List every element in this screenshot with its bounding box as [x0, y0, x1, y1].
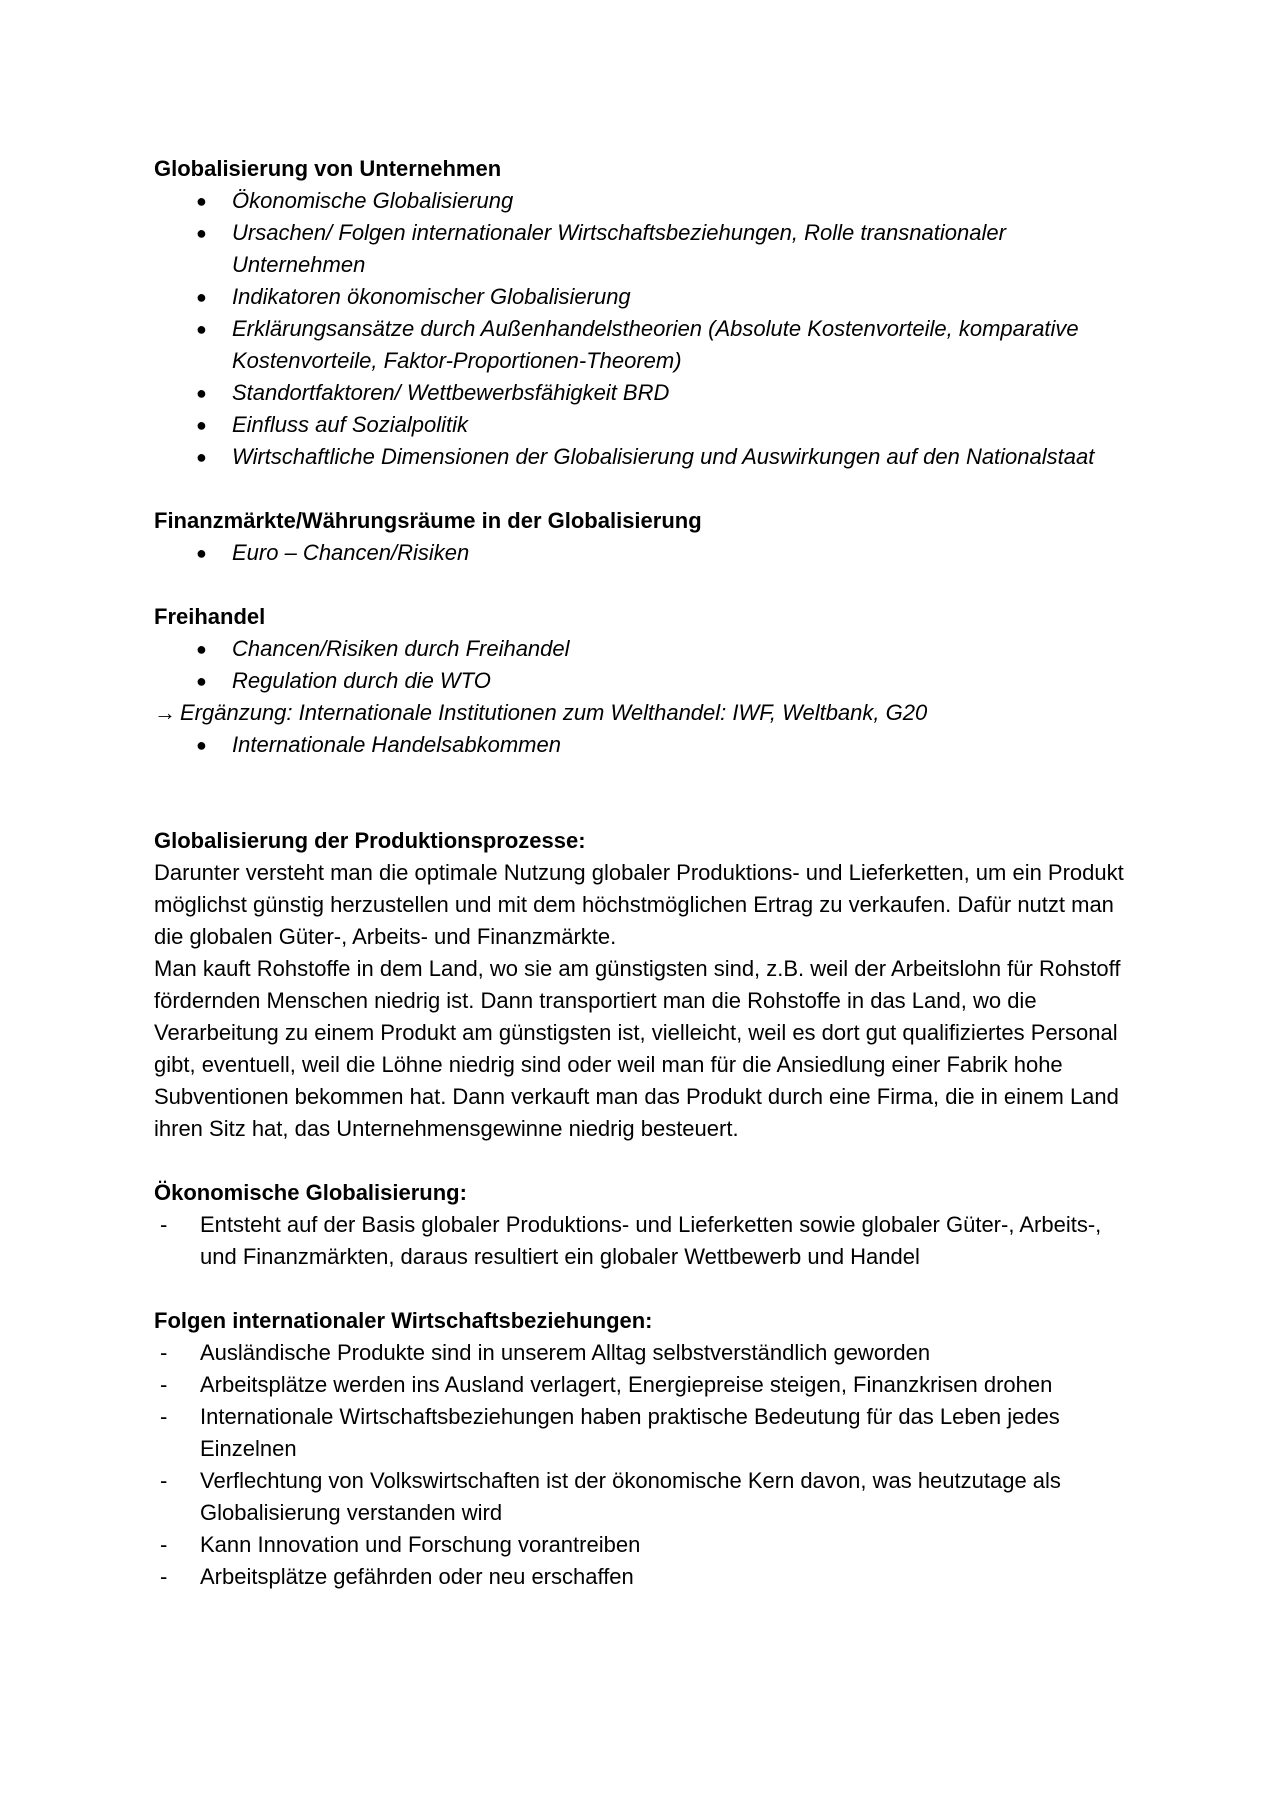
bullet-icon: ●: [196, 735, 207, 755]
dash-icon: -: [160, 1468, 168, 1493]
bullet-icon: ●: [196, 287, 207, 307]
list-item: - Arbeitsplätze gefährden oder neu erschaffen: [154, 1561, 1144, 1593]
paragraph: Darunter versteht man die optimale Nutzung globaler Produktions- und Lieferketten, um ein Produkt möglichst günstig herzustellen und mit dem höchstmöglichen Ertrag zu verkaufen. Dafür nutzt man die globalen Güter-, Arbeits- und Finanzmärkte.: [154, 860, 1124, 949]
list-item: ● Euro – Chancen/Risiken: [154, 537, 1144, 569]
arrow-right-icon: →: [154, 700, 176, 725]
dash-icon: -: [160, 1532, 168, 1557]
list-item: ● Chancen/Risiken durch Freihandel: [154, 633, 1144, 665]
list-item: - Verflechtung von Volkswirtschaften ist der ökonomische Kern davon, was heutzutage als Globalisierung verstanden wird: [154, 1465, 1144, 1529]
list-item: - Ausländische Produkte sind in unserem Alltag selbstverständlich geworden: [154, 1337, 1144, 1369]
bullet-icon: ●: [196, 383, 207, 403]
list-item: ● Einfluss auf Sozialpolitik: [154, 409, 1144, 441]
bullet-icon: ●: [196, 415, 207, 435]
dash-list-folgen: [154, 1337, 1144, 1593]
bullet-list-freihandel: [154, 633, 1144, 697]
list-item: - Entsteht auf der Basis globaler Produktions- und Lieferketten sowie globaler Güter-, Arbeits-, und Finanzmärkten, daraus resultiert ein globaler Wettbewerb und Handel: [154, 1209, 1144, 1273]
bullet-icon: ●: [196, 447, 207, 467]
dash-icon: -: [160, 1372, 168, 1397]
bullet-icon: ●: [196, 191, 207, 211]
list-item: ● Ursachen/ Folgen internationaler Wirtschaftsbeziehungen, Rolle transnationaler Unternehmen: [154, 217, 1144, 281]
list-item: ● Regulation durch die WTO: [154, 665, 1144, 697]
section-heading-finanzmaerkte: Finanzmärkte/Währungsräume in der Globalisierung: [154, 508, 702, 533]
bullet-icon: ●: [196, 223, 207, 243]
section-heading-oekonomische-globalisierung: Ökonomische Globalisierung:: [154, 1180, 467, 1205]
list-item: ● Ökonomische Globalisierung: [154, 185, 1144, 217]
bullet-icon: ●: [196, 671, 207, 691]
dash-list-oekonomisch: [154, 1209, 1144, 1273]
dash-icon: -: [160, 1340, 168, 1365]
section-heading-produktionsprozesse: Globalisierung der Produktionsprozesse:: [154, 828, 586, 853]
list-item: - Internationale Wirtschaftsbeziehungen haben praktische Bedeutung für das Leben jedes Einzelnen: [154, 1401, 1144, 1465]
bullet-list-freihandel-after: [154, 729, 1144, 761]
section-heading-folgen: Folgen internationaler Wirtschaftsbeziehungen:: [154, 1308, 653, 1333]
bullet-list-finanzmaerkte: [154, 537, 1144, 569]
section-heading-freihandel: Freihandel: [154, 604, 266, 629]
paragraph-block: [154, 857, 1144, 1145]
list-item: ● Wirtschaftliche Dimensionen der Globalisierung und Auswirkungen auf den Nationalstaat: [154, 441, 1144, 473]
dash-icon: -: [160, 1212, 168, 1237]
document-page: [154, 153, 1144, 1593]
list-item: ● Erklärungsansätze durch Außenhandelstheorien (Absolute Kostenvorteile, komparative Kostenvorteile, Faktor-Proportionen-Theorem): [154, 313, 1144, 377]
list-item: - Arbeitsplätze werden ins Ausland verlagert, Energiepreise steigen, Finanzkrisen drohen: [154, 1369, 1144, 1401]
list-item: - Kann Innovation und Forschung vorantreiben: [154, 1529, 1144, 1561]
bullet-icon: ●: [196, 319, 207, 339]
supplement-note: → Ergänzung: Internationale Institutionen zum Welthandel: IWF, Weltbank, G20: [154, 700, 928, 725]
dash-icon: -: [160, 1404, 168, 1429]
list-item: ● Indikatoren ökonomischer Globalisierung: [154, 281, 1144, 313]
bullet-icon: ●: [196, 543, 207, 563]
list-item: ● Standortfaktoren/ Wettbewerbsfähigkeit BRD: [154, 377, 1144, 409]
bullet-icon: ●: [196, 639, 207, 659]
section-heading-globalisierung-unternehmen: Globalisierung von Unternehmen: [154, 156, 502, 181]
list-item: ● Internationale Handelsabkommen: [154, 729, 1144, 761]
dash-icon: -: [160, 1564, 168, 1589]
paragraph: Man kauft Rohstoffe in dem Land, wo sie am günstigsten sind, z.B. weil der Arbeitslohn für Rohstoff fördernden Menschen niedrig ist. Dann transportiert man die Rohstoffe in das Land, wo die Verarbeitung zu einem Produkt am günstigsten ist, vielleicht, weil es dort gut qualifiziertes Personal gibt, eventuell, weil die Löhne niedrig sind oder weil man für die Ansiedlung einer Fabrik hohe Subventionen bekommen hat. Dann verkauft man das Produkt durch eine Firma, die in einem Land ihren Sitz hat, das Unternehmensgewinne niedrig besteuert.: [154, 956, 1121, 1141]
bullet-list-unternehmen: [154, 185, 1144, 473]
